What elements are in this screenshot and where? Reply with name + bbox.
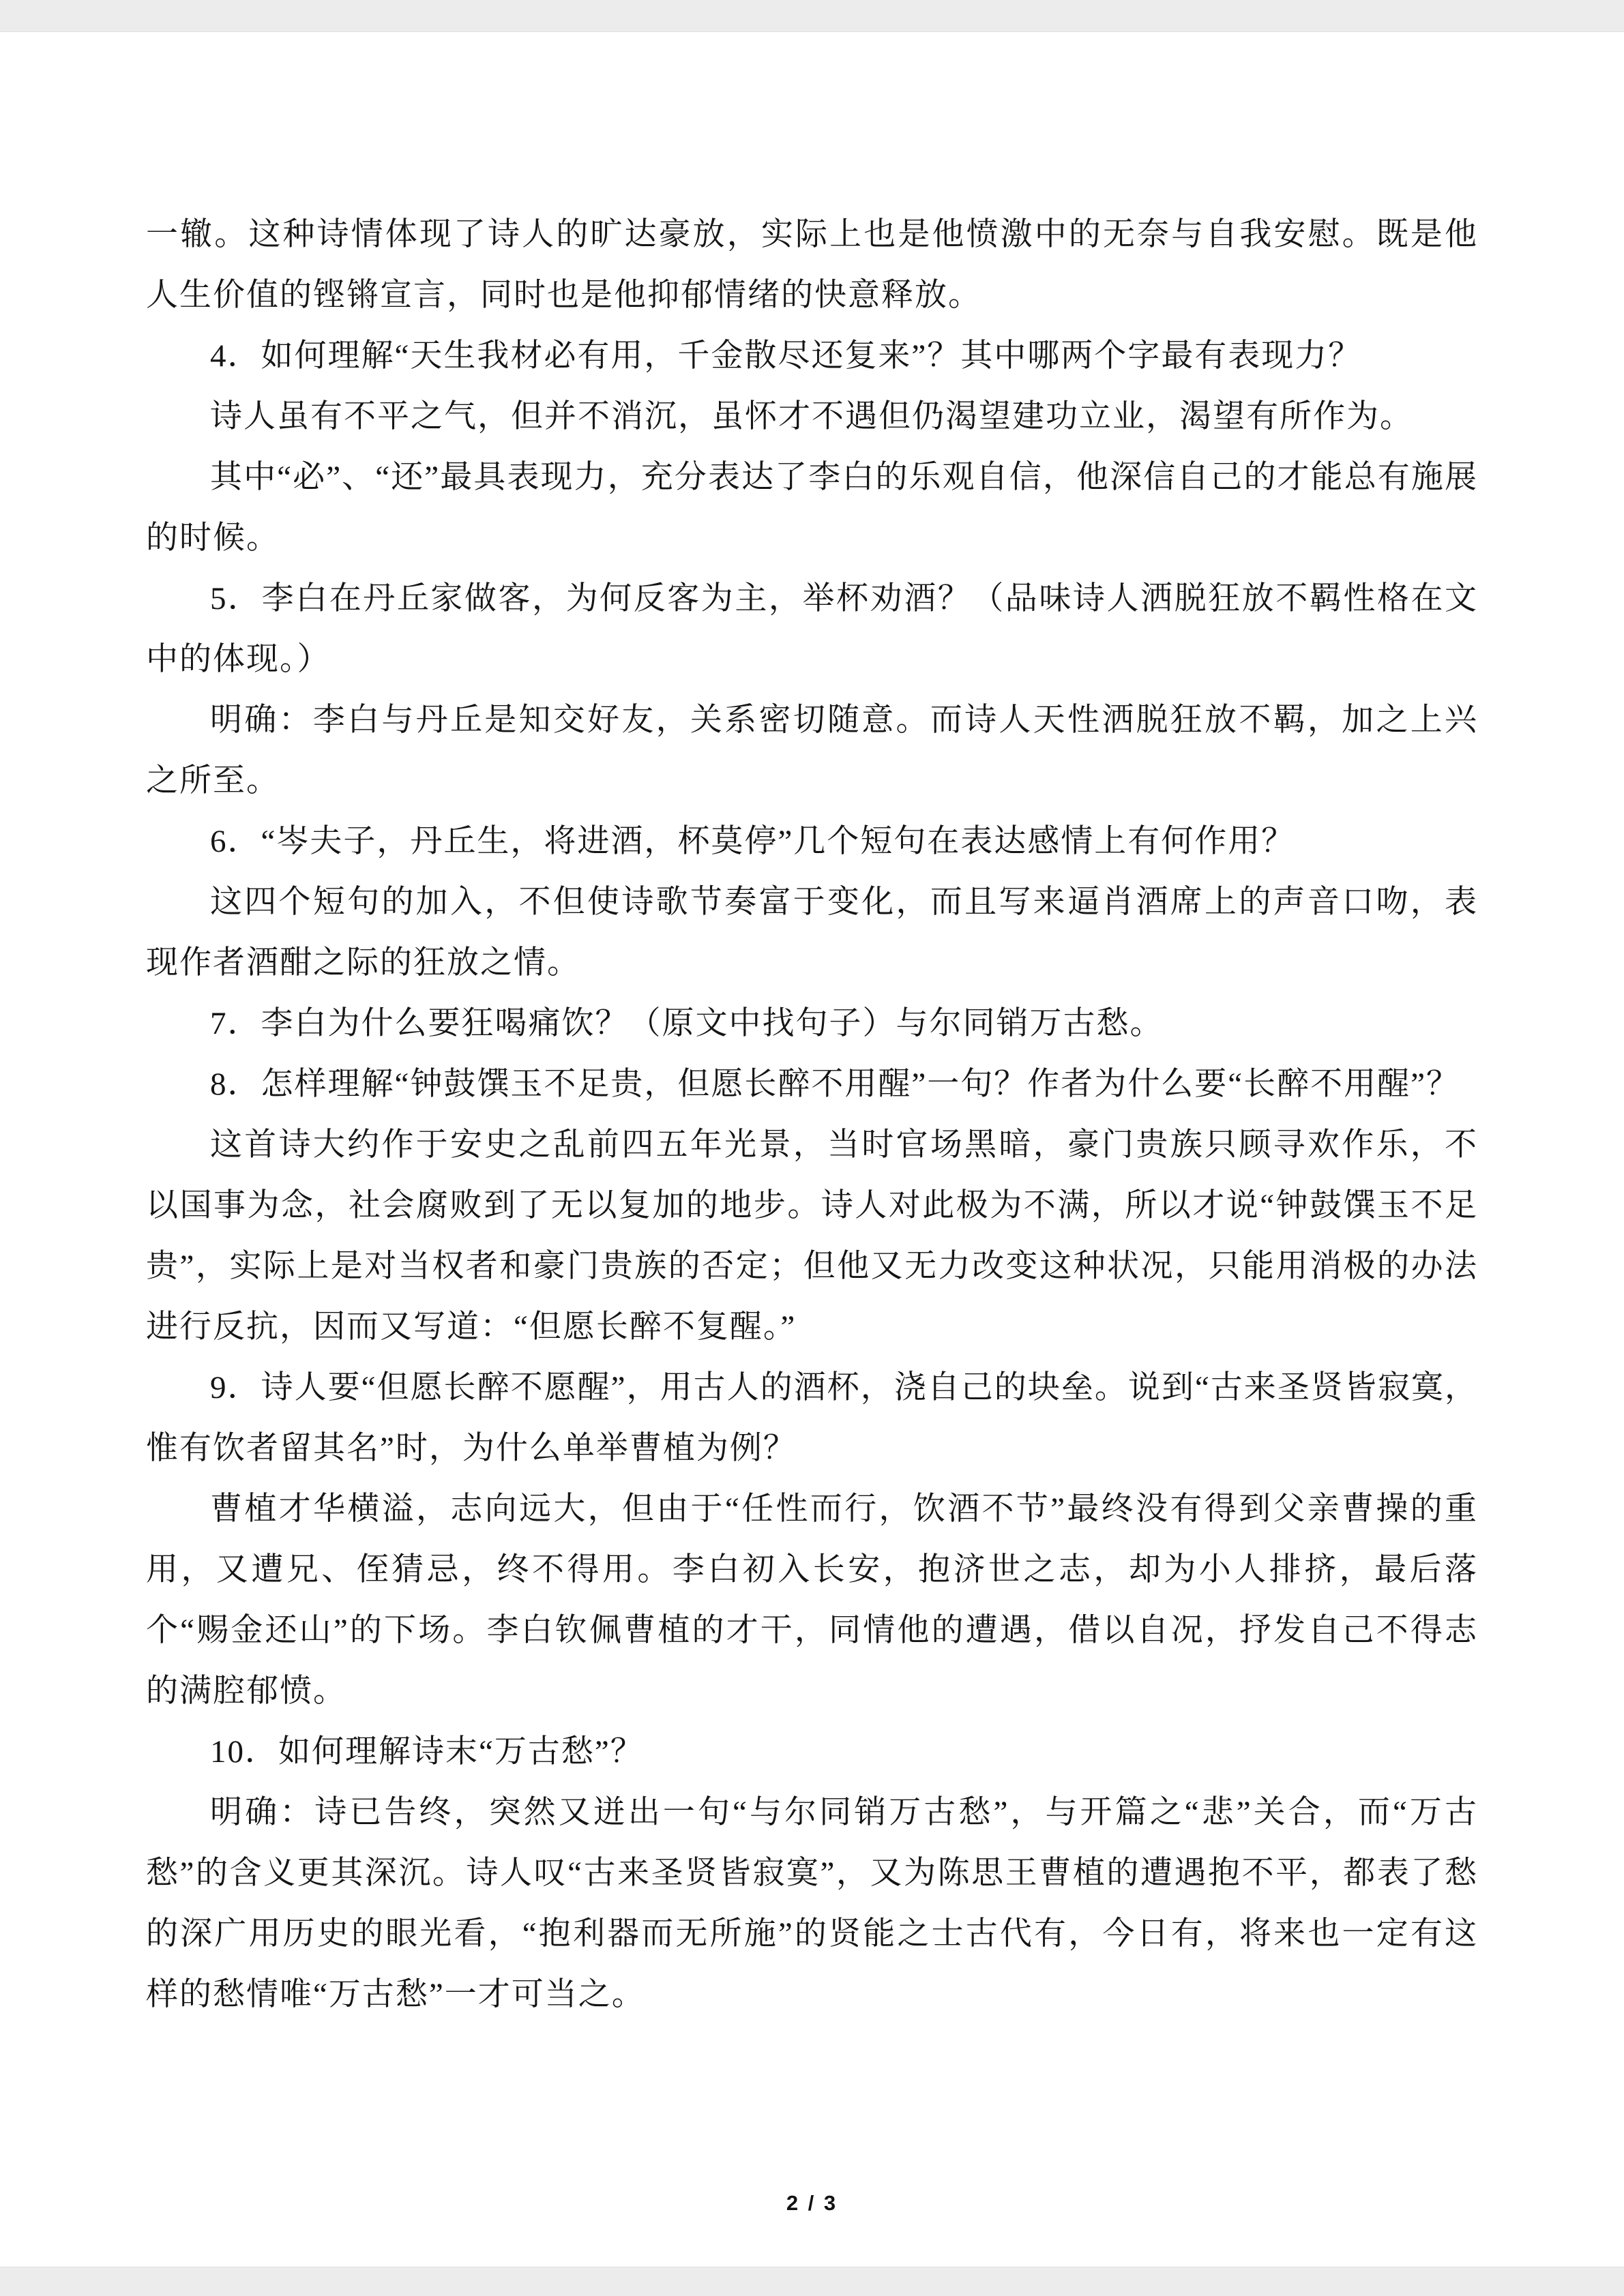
page-content [146, 205, 1478, 2025]
question-10: 10．如何理解诗末“万古愁”？ [210, 1734, 644, 1770]
paragraph-continuation: 一辙。这种诗情体现了诗人的旷达豪放，实际上也是他愤激中的无奈与自我安慰。既是他人生价值的铿锵宣言，同时也是他抑郁情绪的快意释放。 [146, 217, 1478, 313]
question-4: 4．如何理解“天生我材必有用，千金散尽还复来”？其中哪两个字最有表现力？ [210, 338, 1362, 374]
answer-4-part1: 诗人虽有不平之气，但并不消沉，虽怀才不遇但仍渴望建功立业，渴望有所作为。 [210, 399, 1413, 434]
answer-8: 这首诗大约作于安史之乱前四五年光景，当时官场黑暗，豪门贵族只顾寻欢作乐，不以国事为念，社会腐败到了无以复加的地步。诗人对此极为不满，所以才说“钟鼓馔玉不足贵”，实际上是对当权者和豪门贵族的否定；但他又无力改变这种状况，只能用消极的办法进行反抗，因而又写道：“但愿长醉不复醒。” [146, 1127, 1478, 1345]
question-9: 9．诗人要“但愿长醉不愿醒”，用古人的酒杯，浇自己的块垒。说到“古来圣贤皆寂寞，惟有饮者留其名”时，为什么单举曹植为例？ [146, 1370, 1478, 1466]
viewer-gap-top [0, 0, 1624, 32]
answer-4-part2: 其中“必”、“还”最具表现力，充分表达了李白的乐观自信，他深信自己的才能总有施展的时候。 [146, 460, 1478, 556]
answer-6: 这四个短句的加入，不但使诗歌节奏富于变化，而且写来逼肖酒席上的声音口吻，表现作者酒酣之际的狂放之情。 [146, 884, 1478, 981]
answer-9: 曹植才华横溢，志向远大，但由于“任性而行，饮酒不节”最终没有得到父亲曹操的重用，又遭兄、侄猜忌，终不得用。李白初入长安，抱济世之志，却为小人排挤，最后落个“赐金还山”的下场。李白钦佩曹植的才干，同情他的遭遇，借以自况，抒发自己不得志的满腔郁愤。 [146, 1491, 1478, 1709]
page-number [0, 2191, 1624, 2216]
question-6: 6．“岑夫子，丹丘生，将进酒，杯莫停”几个短句在表达感情上有何作用？ [210, 824, 1295, 859]
question-7: 7．李白为什么要狂喝痛饮？（原文中找句子）与尔同销万古愁。 [210, 1006, 1164, 1041]
answer-10: 明确：诗已告终，突然又迸出一句“与尔同销万古愁”，与开篇之“悲”关合，而“万古愁”的含义更其深沉。诗人叹“古来圣贤皆寂寞”，又为陈思王曹植的遭遇抱不平，都表了愁的深广用历史的眼光看，“抱利器而无所施”的贤能之士古代有，今日有，将来也一定有这样的愁情唯“万古愁”一才可当之。 [146, 1795, 1478, 2012]
answer-5: 明确：李白与丹丘是知交好友，关系密切随意。而诗人天性洒脱狂放不羁，加之上兴之所至。 [146, 702, 1478, 799]
question-8: 8．怎样理解“钟鼓馔玉不足贵，但愿长醉不用醒”一句？作者为什么要“长醉不用醒”？ [210, 1067, 1460, 1102]
page-number-label: 2 / 3 [786, 2191, 838, 2215]
question-5: 5．李白在丹丘家做客，为何反客为主，举杯劝酒？（品味诗人洒脱狂放不羁性格在文中的体现。） [146, 581, 1478, 677]
viewer-gap-bottom [0, 2267, 1624, 2296]
